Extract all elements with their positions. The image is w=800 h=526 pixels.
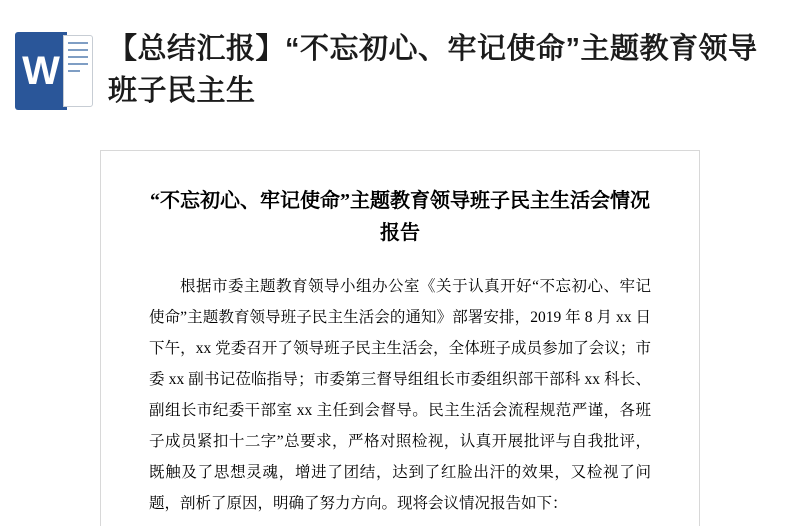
word-icon-line — [68, 49, 88, 51]
page-title: 【总结汇报】“不忘初心、牢记使命”主题教育领导班子民主生 — [108, 33, 758, 108]
document-paragraph: 根据市委主题教育领导小组办公室《关于认真开好“不忘初心、牢记使命”主题教育领导班子民主生活会的通知》部署安排，2019 年 8 月 xx 日下午，xx 党委召开了领导班子民主生活会，全体班子成员参加了会议；市委 xx 副书记莅临指导；市委第三督导组组长市委组织部干部科 xx 科长、副组长市纪委干部室 xx 主任到会督导。民主生活会流程规范严谨，各班子成员紧扣十二字”总要求，严格对照检视，认真开展批评与自我批评，既触及了思想灵魂，增进了团结，达到了红脸出汗的效果，又检视了问题，剖析了原因，明确了努力方向。现将会议情况报告如下： — [149, 278, 651, 512]
document-header — [0, 0, 800, 150]
word-icon-page — [63, 35, 93, 107]
document-icon-container — [0, 28, 108, 110]
document-sheet — [100, 150, 700, 526]
word-icon-line — [68, 42, 88, 44]
word-icon-letter: W — [22, 49, 60, 93]
word-icon-line — [68, 63, 88, 65]
word-document-icon — [15, 32, 93, 110]
word-icon-line — [68, 70, 80, 72]
document-heading: “不忘初心、牢记使命”主题教育领导班子民主生活会情况报告 — [150, 190, 650, 244]
word-icon-line — [68, 56, 88, 58]
